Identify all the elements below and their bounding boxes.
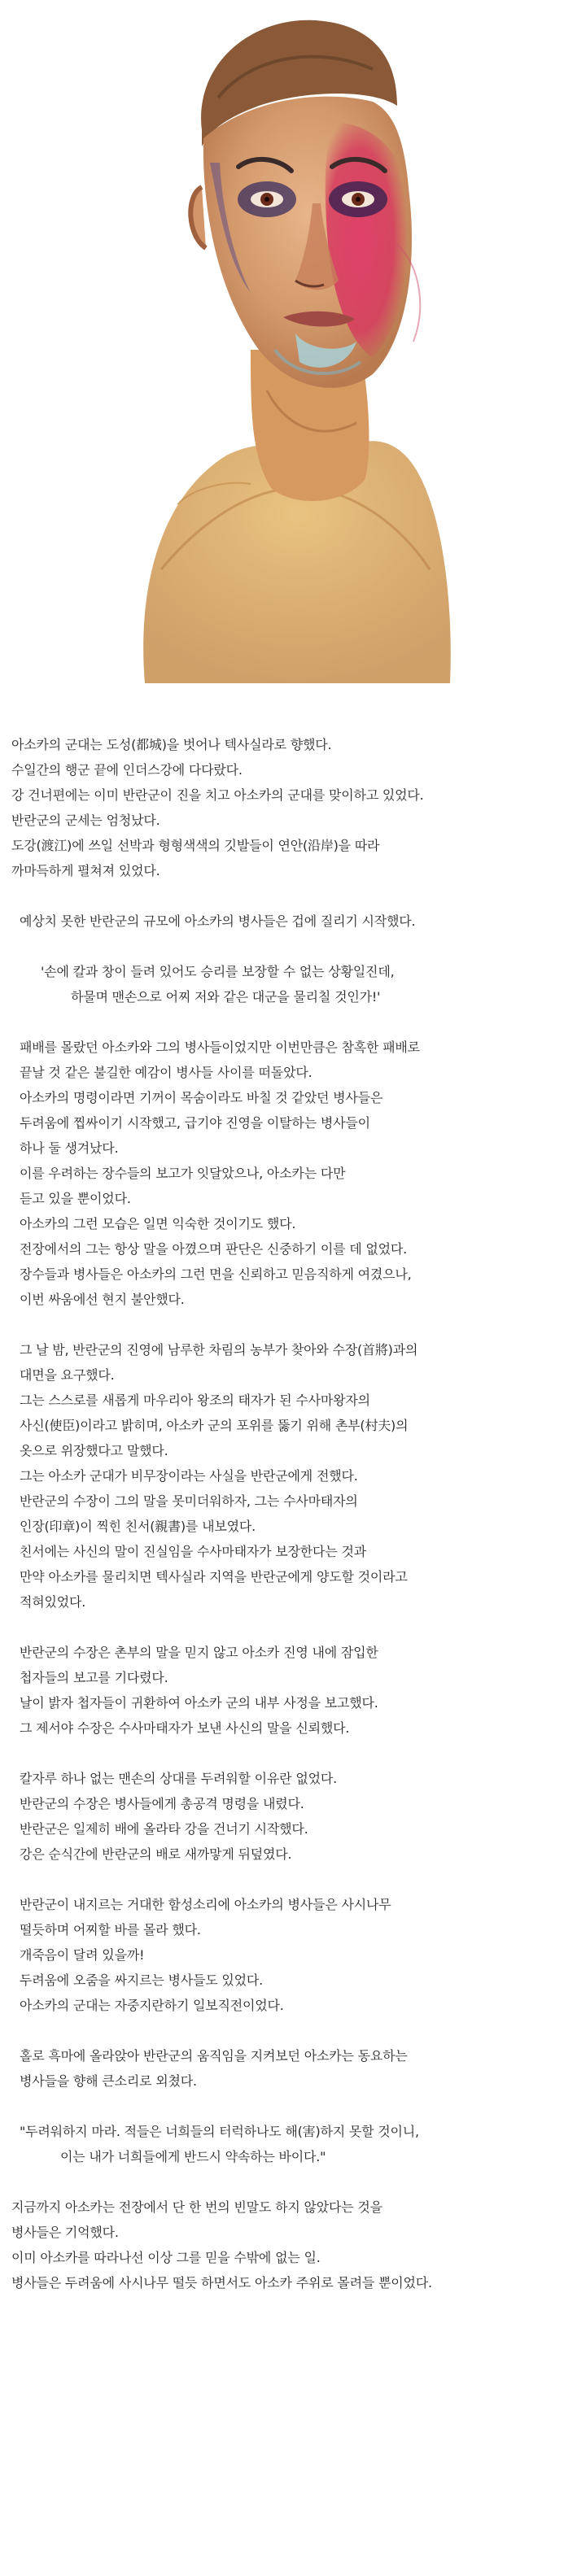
text-line: 병사들은 기억했다. (11, 2225, 119, 2240)
quote-line: "두려워하지 마라. 적들은 너희들의 터럭하나도 해(害)하지 못할 것이니, (20, 2124, 419, 2139)
text-line: 아소카의 군대는 자중지란하기 일보직전이었다. (20, 1998, 284, 2013)
text-line: 반란군은 일제히 배에 올라타 강을 건너기 시작했다. (20, 1821, 308, 1837)
text-line: 강 건너편에는 이미 반란군이 진을 치고 아소카의 군대를 맞이하고 있었다. (11, 787, 424, 803)
text-line: 첩자들의 보고를 기다렸다. (20, 1670, 168, 1685)
story-text (11, 732, 570, 2295)
text-line: 이를 우려하는 장수들의 보고가 잇달았으나, 아소카는 다만 (20, 1166, 346, 1181)
text-line: 예상치 못한 반란군의 규모에 아소카의 병사들은 겁에 질리기 시작했다. (20, 913, 416, 929)
text-line: 아소카의 명령이라면 기꺼이 목숨이라도 바칠 것 같았던 병사들은 (20, 1090, 383, 1105)
text-line: 대면을 요구했다. (20, 1367, 115, 1383)
text-line: 아소카의 군대는 도성(都城)을 벗어나 텍사실라로 향했다. (11, 737, 332, 752)
paragraph-5 (16, 1337, 570, 1615)
text-line: 이미 아소카를 따라나선 이상 그를 믿을 수밖에 없는 일. (11, 2250, 321, 2265)
text-line: 홀로 흑마에 올라앉아 반란군의 움직임을 지켜보던 아소카는 동요하는 (20, 2048, 408, 2064)
text-line: 그 제서야 수장은 수사마태자가 보낸 사신의 말을 신뢰했다. (20, 1720, 350, 1736)
text-line: 아소카의 그런 모습은 일면 익숙한 것이기도 했다. (20, 1216, 296, 1231)
paragraph-10-quote (16, 2119, 570, 2169)
paragraph-8 (16, 1892, 570, 2018)
text-line: 그는 아소카 군대가 비무장이라는 사실을 반란군에게 전했다. (20, 1468, 358, 1484)
text-line: 전장에서의 그는 항상 말을 아꼈으며 판단은 신중하기 이를 데 없었다. (20, 1241, 408, 1257)
text-line: 병사들은 두려움에 사시나무 떨듯 하면서도 아소카 주위로 몰려들 뿐이었다. (11, 2275, 432, 2291)
paragraph-7 (16, 1766, 570, 1867)
text-line: 반란군의 수장은 촌부의 말을 믿지 않고 아소카 진영 내에 잠입한 (20, 1645, 378, 1660)
text-line: 그 날 밤, 반란군의 진영에 남루한 차림의 농부가 찾아와 수장(首將)과의 (20, 1342, 418, 1358)
text-line: 옷으로 위장했다고 말했다. (20, 1443, 168, 1458)
text-line: 떨듯하며 어찌할 바를 몰라 했다. (20, 1922, 201, 1937)
paragraph-11 (11, 2195, 570, 2295)
quote-line: '손에 칼과 창이 들려 있어도 승리를 보장할 수 없는 상황일진데, (41, 964, 395, 979)
text-line: 반란군의 수장은 병사들에게 총공격 명령을 내렸다. (20, 1796, 304, 1811)
paragraph-6 (16, 1640, 570, 1741)
text-line: 도강(渡江)에 쓰일 선박과 형형색색의 깃발들이 연안(沿岸)을 따라 (11, 838, 380, 853)
text-line: 장수들과 병사들은 아소카의 그런 면을 신뢰하고 믿음직하게 여겼으나, (20, 1266, 412, 1282)
text-line: 강은 순식간에 반란군의 배로 새까맣게 뒤덮였다. (20, 1846, 292, 1862)
text-line: 그는 스스로를 새롭게 마우리아 왕조의 태자가 된 수사마왕자의 (20, 1393, 370, 1408)
text-line: 수일간의 행군 끝에 인더스강에 다다랐다. (11, 762, 243, 778)
text-line: 두려움에 오줌을 싸지르는 병사들도 있었다. (20, 1972, 264, 1988)
paragraph-4 (16, 1035, 570, 1312)
text-line: 인장(印章)이 찍힌 친서(親書)를 내보였다. (20, 1519, 256, 1534)
text-line: 친서에는 사신의 말이 진실임을 수사마태자가 보장한다는 것과 (20, 1544, 366, 1559)
text-line: 까마득하게 펼쳐져 있었다. (11, 863, 160, 878)
paragraph-1 (11, 732, 570, 883)
text-line: 하나 둘 생겨났다. (20, 1140, 119, 1156)
paragraph-9 (16, 2043, 570, 2094)
text-line: 두려움에 찝싸이기 시작했고, 급기야 진영을 이탈하는 병사들이 (20, 1115, 370, 1131)
text-line: 지금까지 아소카는 전장에서 단 한 번의 빈말도 하지 않았다는 것을 (11, 2199, 382, 2215)
text-line: 이번 싸움에선 현지 불안했다. (20, 1292, 185, 1307)
paragraph-3-quote (16, 959, 570, 1009)
text-line: 개죽음이 달려 있을까! (20, 1947, 145, 1963)
text-line: 칼자루 하나 없는 맨손의 상대를 두려워할 이유란 없었다. (20, 1771, 337, 1786)
text-line: 날이 밝자 첩자들이 귀환하여 아소카 군의 내부 사정을 보고했다. (20, 1695, 378, 1711)
text-line: 만약 아소카를 물리치면 텍사실라 지역을 반란군에게 양도할 것이라고 (20, 1569, 408, 1584)
text-line: 반란군의 수장이 그의 말을 못미더워하자, 그는 수사마태자의 (20, 1493, 358, 1509)
paragraph-2 (16, 909, 570, 934)
portrait-illustration (129, 0, 457, 683)
text-line: 병사들을 향해 큰소리로 외쳤다. (20, 2073, 197, 2089)
quote-line: 이는 내가 너희들에게 반드시 약속하는 바이다." (60, 2149, 326, 2164)
text-line: 반란군이 내지르는 거대한 함성소리에 아소카의 병사들은 사시나무 (20, 1897, 391, 1912)
quote-line: 하물며 맨손으로 어찌 저와 같은 대군을 물리칠 것인가!' (71, 989, 381, 1005)
text-line: 끝날 것 같은 불길한 예감이 병사들 사이를 떠돌았다. (20, 1065, 313, 1080)
text-line: 적혀있었다. (20, 1594, 86, 1610)
text-line: 패배를 몰랐던 아소카와 그의 병사들이었지만 이번만큼은 참혹한 패배로 (20, 1040, 420, 1055)
text-line: 반란군의 군세는 엄청났다. (11, 813, 160, 828)
text-line: 듣고 있을 뿐이었다. (20, 1191, 131, 1206)
text-line: 사신(使臣)이라고 밝히며, 아소카 군의 포위를 뚫기 위해 촌부(村夫)의 (20, 1418, 409, 1433)
